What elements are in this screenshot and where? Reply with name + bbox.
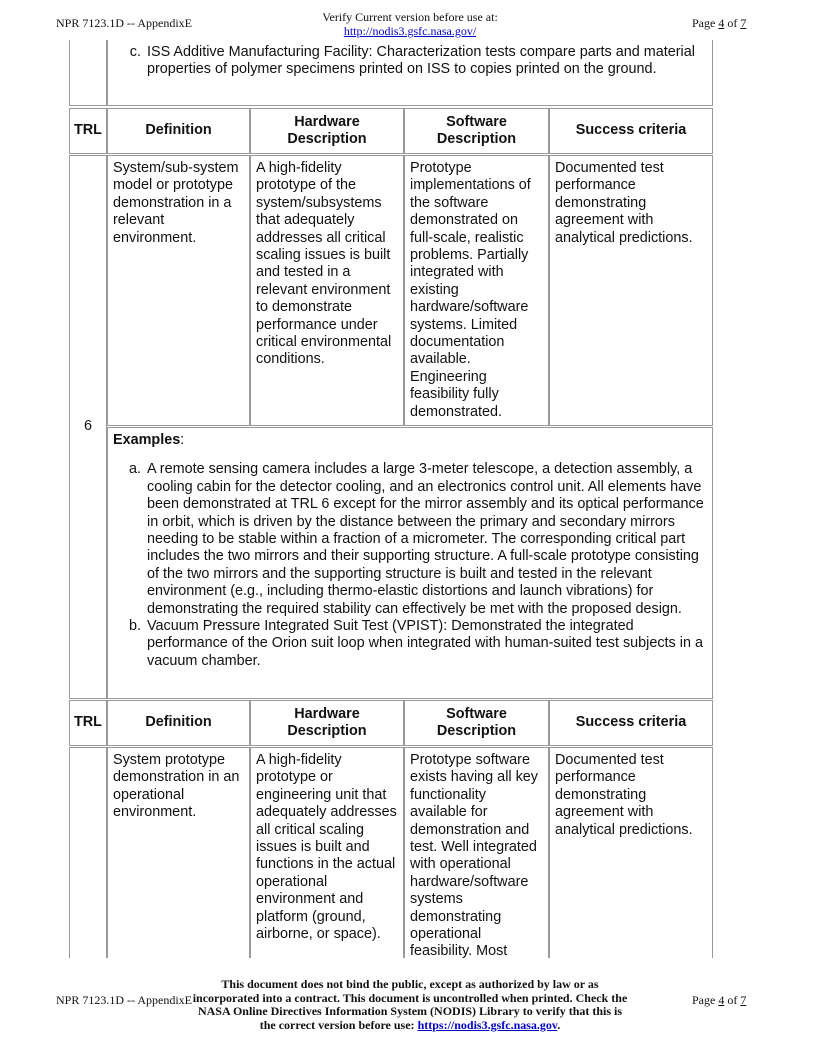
examples-label: Examples [113,432,181,448]
page-num: 4 [718,993,725,1007]
example-item-b: b. Vacuum Pressure Integrated Suit Test (VPIST): Demonstrated the integrated performance of the Orion suit loop when integrated with human-suited test subjects in a vacuum chamber. [145,618,707,670]
trl6-software: Prototype implementations of the software demonstrated on full-scale, realistic problems. Partially integrated with existing hardware/software systems. Limited documentation available. Engineering feasibility fully demonstrated. [404,155,549,426]
trl6-hardware: A high-fidelity prototype of the system/subsystems that adequately addresses all critical scaling issues is built and tested in a relevant environment to demonstrate performance under critical environmental conditions. [250,155,404,426]
col-header-success: Success criteria [549,108,713,154]
trl7-hardware: A high-fidelity prototype or engineering unit that adequately addresses all critical scaling issues is built and functions in the actual operational environment and platform (ground, airborne, or space). [250,747,404,958]
of-label: of [727,993,738,1007]
page-label: Page [692,16,716,30]
col-header-definition: Definition [107,108,250,154]
of-label: of [727,16,738,30]
trl-level-7-cell [69,747,107,958]
trl-table [0,40,816,958]
trl6-success: Documented test performance demonstrating agreement with analytical predictions. [549,155,713,426]
col-header-hardware-2: Hardware Description [250,700,404,746]
trl6-examples: Examples: a. A remote sensing camera includes a large 3-meter telescope, a detection assembly, a cooling cabin for the detector cooling, and an electronics control unit. All elements have been demonstrated at TRL 6 except for the mirror assembly and its optical performance in orbit, which is driven by the distance between the primary and secondary mirrors needing to be stable within a fraction of a micrometer. The corresponding critical part includes the two mirrors and their supporting structure. A full-scale prototype consisting of the two mirrors and the supporting structure is built and tested in the relevant environment (e.g., including thermo-elastic distortions and launch vibrations) for demonstrating the required stability can effectively be met with the proposed design. b. Vacuum Pressure Integrated Suit Test (VPIST): Demonstrated the integrated performance of the Orion suit loop when integrated with human-suited test subjects in a vacuum chamber. [107,427,713,699]
example-item-c: c. ISS Additive Manufacturing Facility: Characterization tests compare parts and material properties of polymer specimens printed on ISS to copies printed on the ground. [145,44,707,79]
col-header-definition-2: Definition [107,700,250,746]
page-label: Page [692,993,716,1007]
example-item-a: a. A remote sensing camera includes a large 3-meter telescope, a detection assembly, a cooling cabin for the detector cooling, and an electronics control unit. All elements have been demonstrated at TRL 6 except for the mirror assembly and its optical performance in orbit, which is driven by the distance between the primary and secondary mirrors needing to be stable within a fraction of a micrometer. The corresponding critical part includes the two mirrors and their supporting structure. A full-scale prototype consisting of the two mirrors and the supporting structure is built and tested in the relevant environment (e.g., including thermo-elastic distortions and launch vibrations) for demonstrating the required stability can effectively be met with the proposed design. [145,461,707,618]
col-header-software: Software Description [404,108,549,154]
col-header-software-2: Software Description [404,700,549,746]
col-header-success-2: Success criteria [549,700,713,746]
footer-notice: This document does not bind the public, except as authorized by law or as incorporated into a contract. This document is uncontrolled when printed. Check the NASA Online Directives Information System (NODIS) Library to verify that this is the correct version before use: https://nodis3.gsfc.nasa.gov. [192,977,628,1032]
trl6-definition: System/sub-system model or prototype demonstration in a relevant environment. [107,155,250,426]
footer-doc-id: NPR 7123.1D -- AppendixE [56,993,192,1007]
col-header-hardware: Hardware Description [250,108,404,154]
page-num: 4 [718,16,725,30]
trl7-success: Documented test performance demonstrating agreement with analytical predictions. [549,747,713,958]
header-verify [300,10,520,38]
col-header-trl: TRL [69,108,107,154]
trl-cell-fragment [69,40,107,106]
trl7-definition: System prototype demonstration in an operational environment. [107,747,250,958]
footer-notice-text: This document does not bind the public, except as authorized by law or as incorporated into a contract. This document is uncontrolled when printed. Check the NASA Online Directives Information System (NODIS) Library to verify that this is the correct version before use: [192,977,628,1032]
verify-text: Verify Current version before use at: [322,10,498,24]
page-total: 7 [740,993,747,1007]
examples-fragment [107,40,713,106]
trl7-software: Prototype software exists having all key functionality available for demonstration and test. Well integrated with operational hardware/software systems demonstrating operational feasibility. Most [404,747,549,958]
page-total: 7 [740,16,747,30]
verify-link[interactable]: http://nodis3.gsfc.nasa.gov/ [343,24,477,38]
header-page-number [692,16,746,31]
footer-page-number [692,993,746,1008]
header-doc-id: NPR 7123.1D -- AppendixE [56,16,192,30]
col-header-trl-2: TRL [69,700,107,746]
footer-link[interactable]: https://nodis3.gsfc.nasa.gov [417,1017,558,1032]
trl-level-6: 6 [69,155,107,699]
